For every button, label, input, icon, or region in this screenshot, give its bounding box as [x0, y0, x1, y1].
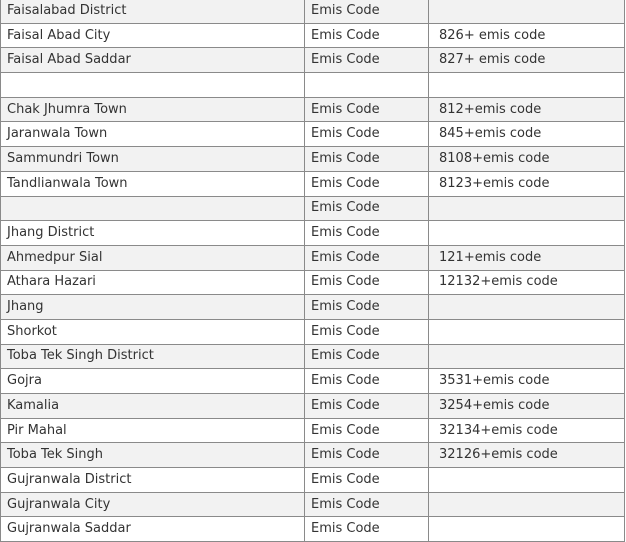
row-value-cell	[429, 196, 625, 221]
row-code-cell: Emis Code	[305, 418, 429, 443]
row-name-cell: Ahmedpur Sial	[1, 245, 305, 270]
row-name-cell: Gujranwala Saddar	[1, 517, 305, 542]
table-row	[1, 270, 625, 295]
row-value-cell: 8108+emis code	[429, 147, 625, 172]
row-code-cell: Emis Code	[305, 147, 429, 172]
row-value-cell: 121+emis code	[429, 245, 625, 270]
row-code-cell: Emis Code	[305, 97, 429, 122]
table-row	[1, 344, 625, 369]
row-name-cell: Toba Tek Singh District	[1, 344, 305, 369]
row-value-cell: 3531+emis code	[429, 369, 625, 394]
row-code-cell: Emis Code	[305, 468, 429, 493]
row-code-cell: Emis Code	[305, 221, 429, 246]
row-name-cell: Shorkot	[1, 319, 305, 344]
table-row	[1, 122, 625, 147]
row-name-cell: Chak Jhumra Town	[1, 97, 305, 122]
table-row	[1, 492, 625, 517]
table-row	[1, 319, 625, 344]
row-name-cell: Gojra	[1, 369, 305, 394]
row-name-cell: Sammundri Town	[1, 147, 305, 172]
row-name-cell: Faisal Abad City	[1, 23, 305, 48]
table-row	[1, 73, 625, 98]
table-row	[1, 171, 625, 196]
row-code-cell: Emis Code	[305, 319, 429, 344]
row-code-cell: Emis Code	[305, 517, 429, 542]
row-code-cell: Emis Code	[305, 344, 429, 369]
table-row	[1, 196, 625, 221]
row-name-cell: Jhang District	[1, 221, 305, 246]
row-value-cell	[429, 344, 625, 369]
row-name-cell: Jhang	[1, 295, 305, 320]
row-code-cell: Emis Code	[305, 196, 429, 221]
row-name-cell: Tandlianwala Town	[1, 171, 305, 196]
table-row	[1, 0, 625, 23]
row-value-cell	[429, 517, 625, 542]
row-name-cell: Faisalabad District	[1, 0, 305, 23]
table-row	[1, 517, 625, 542]
row-code-cell: Emis Code	[305, 171, 429, 196]
table-row	[1, 97, 625, 122]
row-value-cell: 32126+emis code	[429, 443, 625, 468]
row-name-cell: Gujranwala City	[1, 492, 305, 517]
table-row	[1, 48, 625, 73]
table-row	[1, 468, 625, 493]
table-row	[1, 147, 625, 172]
row-value-cell: 812+emis code	[429, 97, 625, 122]
table-row	[1, 245, 625, 270]
row-value-cell: 845+emis code	[429, 122, 625, 147]
row-value-cell	[429, 468, 625, 493]
row-value-cell	[429, 295, 625, 320]
row-name-cell: Pir Mahal	[1, 418, 305, 443]
row-code-cell: Emis Code	[305, 245, 429, 270]
row-code-cell: Emis Code	[305, 492, 429, 517]
row-value-cell	[429, 221, 625, 246]
row-code-cell: Emis Code	[305, 369, 429, 394]
row-value-cell	[429, 319, 625, 344]
row-value-cell: 32134+emis code	[429, 418, 625, 443]
row-code-cell: Emis Code	[305, 23, 429, 48]
row-name-cell	[1, 196, 305, 221]
row-code-cell: Emis Code	[305, 295, 429, 320]
row-value-cell	[429, 492, 625, 517]
row-code-cell: Emis Code	[305, 443, 429, 468]
row-value-cell: 12132+emis code	[429, 270, 625, 295]
row-name-cell: Jaranwala Town	[1, 122, 305, 147]
row-code-cell: Emis Code	[305, 394, 429, 419]
row-value-cell: 827+ emis code	[429, 48, 625, 73]
row-code-cell: Emis Code	[305, 270, 429, 295]
row-value-cell: 8123+emis code	[429, 171, 625, 196]
row-value-cell: 3254+emis code	[429, 394, 625, 419]
row-value-cell	[429, 0, 625, 23]
row-name-cell: Kamalia	[1, 394, 305, 419]
row-name-cell: Faisal Abad Saddar	[1, 48, 305, 73]
table-row	[1, 295, 625, 320]
table-row	[1, 221, 625, 246]
row-code-cell: Emis Code	[305, 0, 429, 23]
row-code-cell	[305, 73, 429, 98]
row-name-cell: Athara Hazari	[1, 270, 305, 295]
table-row	[1, 23, 625, 48]
row-value-cell	[429, 73, 625, 98]
row-value-cell: 826+ emis code	[429, 23, 625, 48]
table-row	[1, 418, 625, 443]
table-row	[1, 394, 625, 419]
row-name-cell	[1, 73, 305, 98]
table-row	[1, 443, 625, 468]
row-name-cell: Gujranwala District	[1, 468, 305, 493]
row-code-cell: Emis Code	[305, 48, 429, 73]
row-name-cell: Toba Tek Singh	[1, 443, 305, 468]
row-code-cell: Emis Code	[305, 122, 429, 147]
table-row	[1, 369, 625, 394]
